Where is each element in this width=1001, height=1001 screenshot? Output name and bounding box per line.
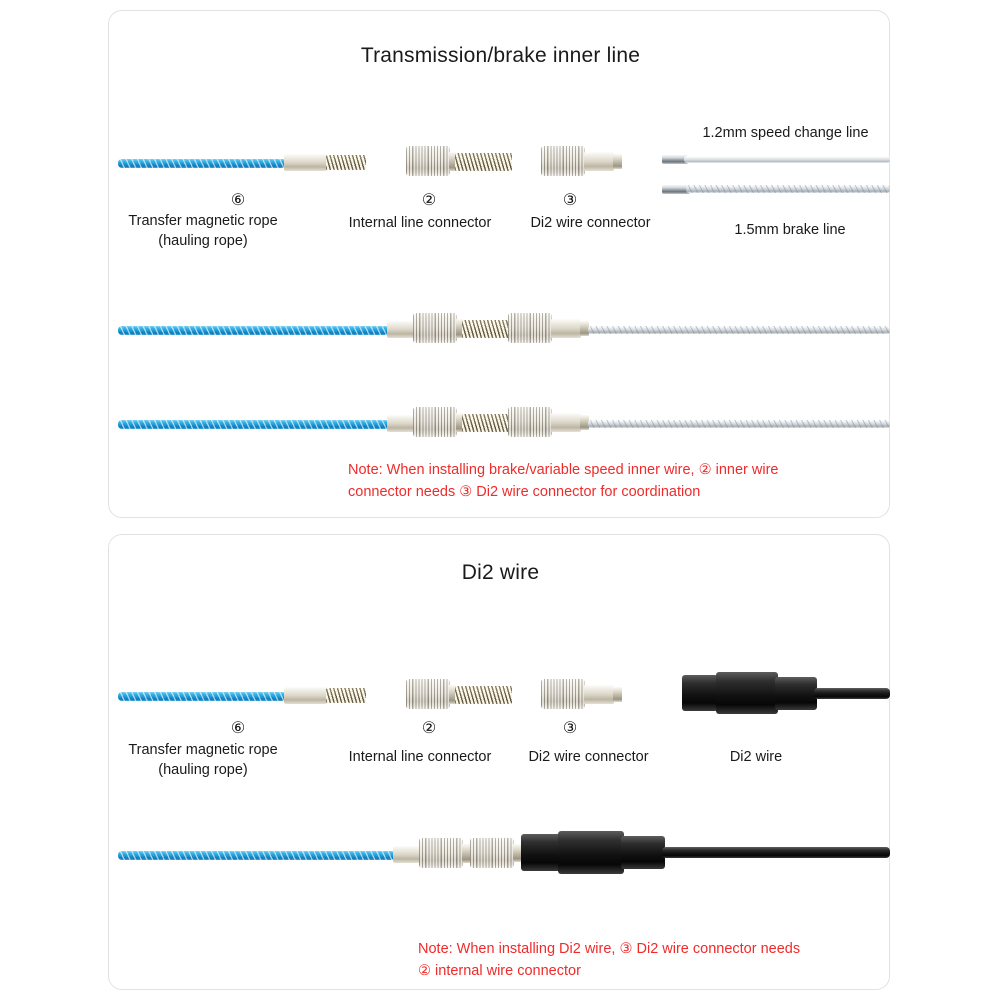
note-di2: Note: When installing Di2 wire, ③ Di2 wire connector needs ② internal wire connector bbox=[418, 941, 801, 979]
assembly3-connector-2-barrel bbox=[419, 838, 463, 868]
assembly1-blue-rope bbox=[118, 326, 389, 335]
internal-connector-number-badge-2: ② bbox=[421, 720, 437, 737]
assembly2-connector-3-nose bbox=[551, 413, 581, 432]
assembly2-connector-2-barrel bbox=[413, 407, 457, 437]
di2-connector-caption-1: Di2 wire connector bbox=[530, 215, 651, 231]
panel-transmission-brake-inner-line bbox=[108, 10, 890, 518]
assembly1-connector-2-barrel bbox=[413, 313, 457, 343]
assembly1-connector-2-thread bbox=[462, 320, 510, 338]
speed-change-line-caption: 1.2mm speed change line bbox=[702, 125, 869, 141]
di2-connector-number-badge-1: ③ bbox=[562, 192, 578, 209]
di2-connector-caption-2: Di2 wire connector bbox=[528, 749, 649, 765]
assembly2-steel-cable bbox=[588, 420, 890, 428]
connector-2-knurled-barrel bbox=[406, 146, 450, 176]
rope-tip-sleeve-2 bbox=[284, 687, 327, 704]
connector-3-knurled-barrel-2 bbox=[541, 679, 585, 709]
assembly3-blue-rope bbox=[118, 851, 395, 860]
connector-3-tip bbox=[613, 154, 622, 169]
assembly2-rope-sleeve bbox=[387, 415, 415, 432]
assembly2-connector-2-thread bbox=[462, 414, 510, 432]
internal-connector-caption-2: Internal line connector bbox=[348, 749, 492, 765]
assembly3-connector-3-barrel bbox=[470, 838, 514, 868]
rope-tip-thread bbox=[326, 155, 366, 170]
internal-connector-number-badge-1: ② bbox=[421, 192, 437, 209]
di2-connector-body bbox=[716, 672, 778, 714]
panel-title-transmission: Transmission/brake inner line bbox=[360, 44, 641, 67]
internal-connector-caption-1: Internal line connector bbox=[348, 215, 492, 231]
connector-2-knurled-barrel-2 bbox=[406, 679, 450, 709]
assembly3-di2-end-cap bbox=[521, 834, 561, 871]
brake-line-body bbox=[686, 185, 890, 193]
rope-number-badge-1: ⑥ bbox=[230, 192, 246, 209]
assembly2-blue-rope bbox=[118, 420, 389, 429]
speed-line-body bbox=[684, 156, 890, 163]
rope-tip-sleeve bbox=[284, 154, 327, 171]
assembly1-connector-3-barrel bbox=[508, 313, 552, 343]
connector-2-thread-2 bbox=[455, 686, 512, 704]
assembly1-rope-sleeve bbox=[387, 321, 415, 338]
di2-wire-caption: Di2 wire bbox=[729, 749, 783, 765]
blue-rope-body bbox=[118, 159, 286, 168]
rope-tip-thread-2 bbox=[326, 688, 366, 703]
rope-caption-2: Transfer magnetic rope (hauling rope) bbox=[128, 742, 278, 778]
connector-3-nose-2 bbox=[584, 685, 614, 704]
connector-2-thread bbox=[455, 153, 512, 171]
blue-rope-body-2 bbox=[118, 692, 286, 701]
rope-caption-1: Transfer magnetic rope (hauling rope) bbox=[128, 213, 278, 249]
connector-3-tip-2 bbox=[613, 687, 622, 702]
di2-connector-number-badge-2: ③ bbox=[562, 720, 578, 737]
assembly3-rope-sleeve bbox=[393, 846, 421, 863]
assembly1-connector-3-nose bbox=[551, 319, 581, 338]
assembly3-di2-cable bbox=[662, 847, 890, 858]
assembly3-di2-strain-relief bbox=[621, 836, 665, 869]
brake-line-caption: 1.5mm brake line bbox=[734, 222, 846, 238]
connector-3-knurled-barrel bbox=[541, 146, 585, 176]
di2-connector-end-cap bbox=[682, 675, 718, 711]
assembly1-steel-cable bbox=[588, 326, 890, 334]
assembly2-connector-3-barrel bbox=[508, 407, 552, 437]
rope-number-badge-2: ⑥ bbox=[230, 720, 246, 737]
connector-3-nose bbox=[584, 152, 614, 171]
di2-connector-strain-relief bbox=[775, 677, 817, 710]
note-transmission: Note: When installing brake/variable speed inner wire, ② inner wire connector needs ③ Di2 wire connector for coordination bbox=[348, 462, 779, 500]
di2-wire-cable bbox=[814, 688, 890, 699]
panel-title-di2: Di2 wire bbox=[461, 561, 540, 584]
assembly3-di2-body bbox=[558, 831, 624, 874]
